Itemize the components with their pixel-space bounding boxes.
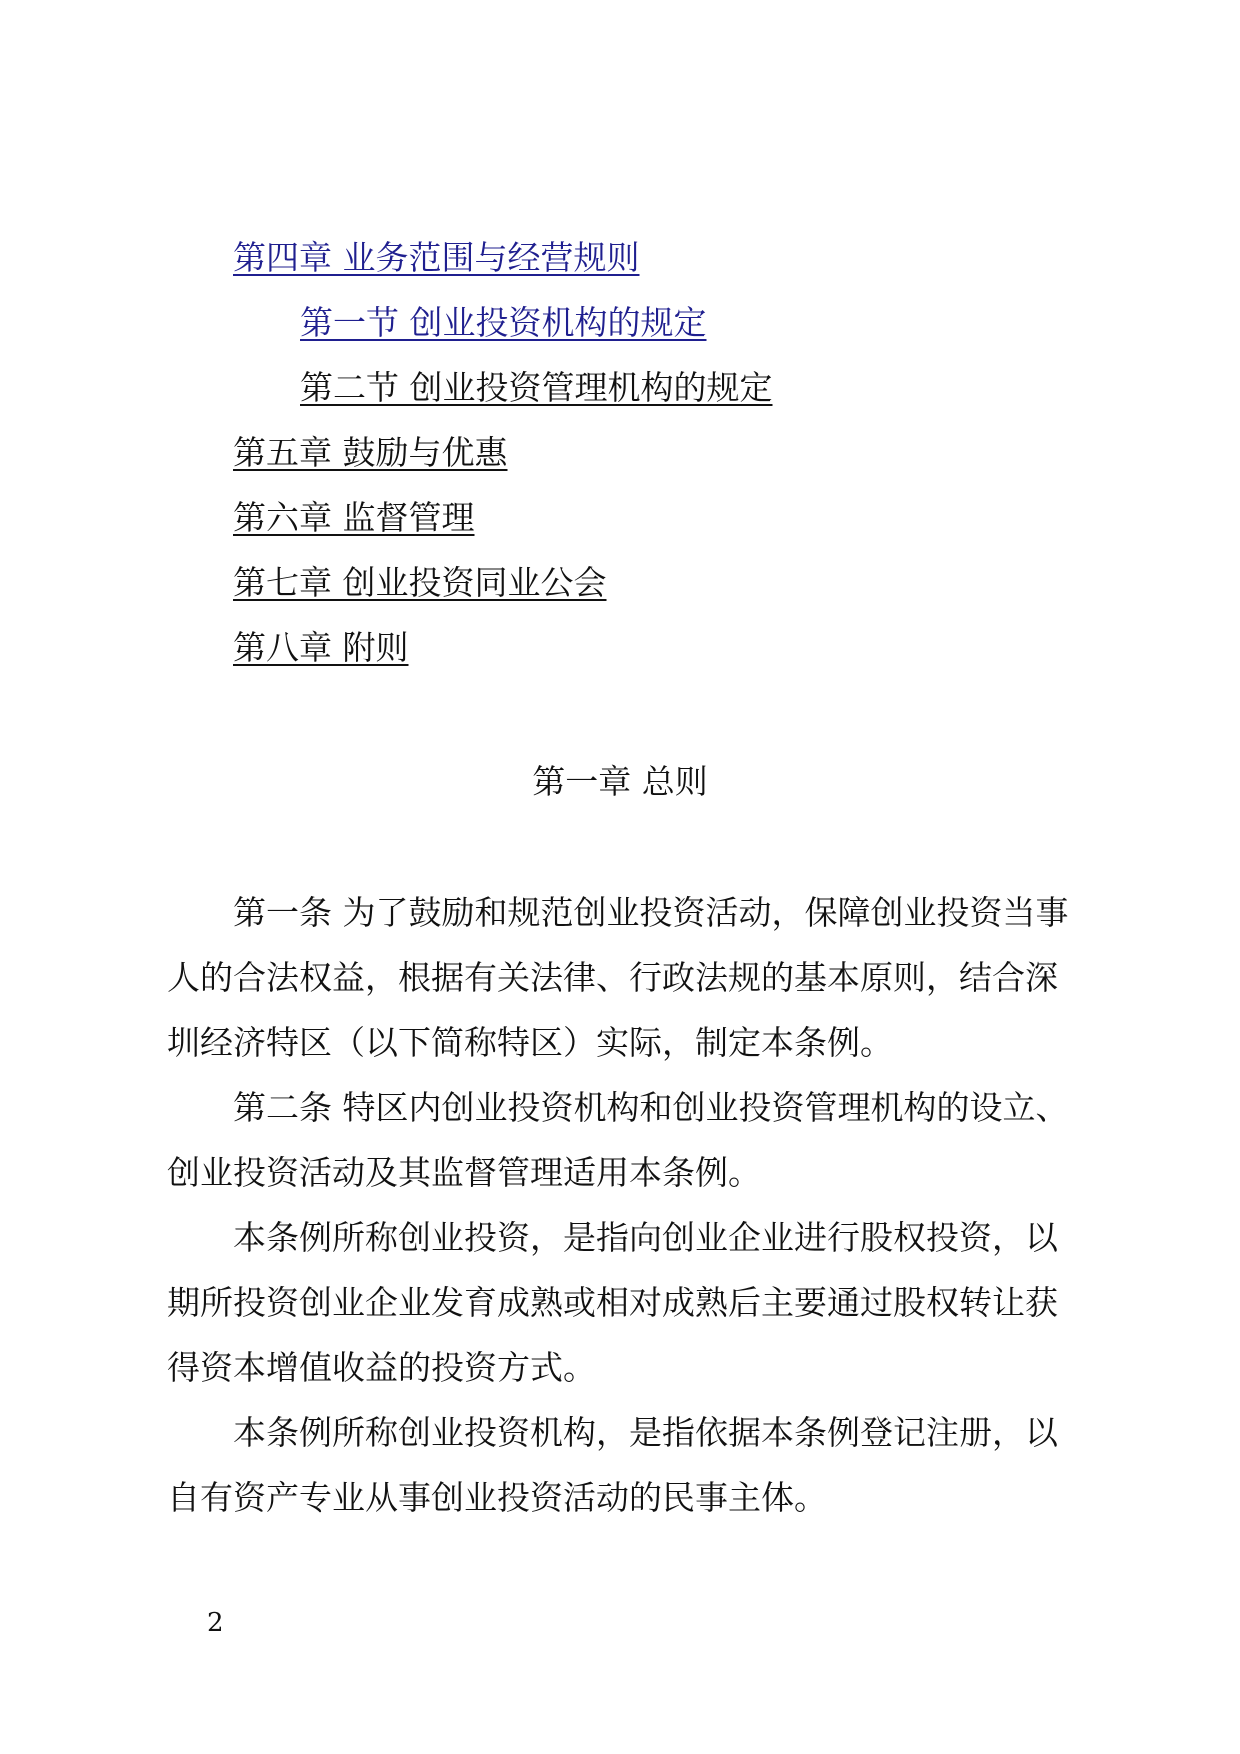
toc-chapter-4-link[interactable]: 第四章 业务范围与经营规则	[233, 238, 640, 277]
definition-investment-institution-line-1: 本条例所称创业投资机构，是指依据本条例登记注册，以	[233, 1413, 1058, 1452]
definition-venture-investment-line-2: 期所投资创业企业发育成熟或相对成熟后主要通过股权转让获	[167, 1283, 1058, 1322]
article-1-line-1: 第一条 为了鼓励和规范创业投资活动，保障创业投资当事	[233, 893, 1069, 932]
article-1-line-2: 人的合法权益，根据有关法律、行政法规的基本原则，结合深	[167, 958, 1058, 997]
article-2-line-2: 创业投资活动及其监督管理适用本条例。	[167, 1153, 761, 1192]
toc-chapter-5-entry: 第五章 鼓励与优惠	[233, 433, 508, 472]
toc-section-2-entry: 第二节 创业投资管理机构的规定	[300, 368, 773, 407]
toc-chapter-7-entry: 第七章 创业投资同业公会	[233, 563, 607, 602]
article-2-line-1: 第二条 特区内创业投资机构和创业投资管理机构的设立、	[233, 1088, 1069, 1127]
article-1-line-3: 圳经济特区（以下简称特区）实际，制定本条例。	[167, 1023, 893, 1062]
toc-section-1-link[interactable]: 第一节 创业投资机构的规定	[300, 303, 707, 342]
definition-venture-investment-line-3: 得资本增值收益的投资方式。	[167, 1348, 596, 1387]
toc-chapter-8-entry: 第八章 附则	[233, 628, 409, 667]
page-number: 2	[207, 1608, 224, 1638]
definition-venture-investment-line-1: 本条例所称创业投资，是指向创业企业进行股权投资，以	[233, 1218, 1058, 1257]
chapter-title: 第一章 总则	[532, 762, 708, 801]
toc-chapter-6-entry: 第六章 监督管理	[233, 498, 475, 537]
definition-investment-institution-line-2: 自有资产专业从事创业投资活动的民事主体。	[167, 1478, 827, 1517]
